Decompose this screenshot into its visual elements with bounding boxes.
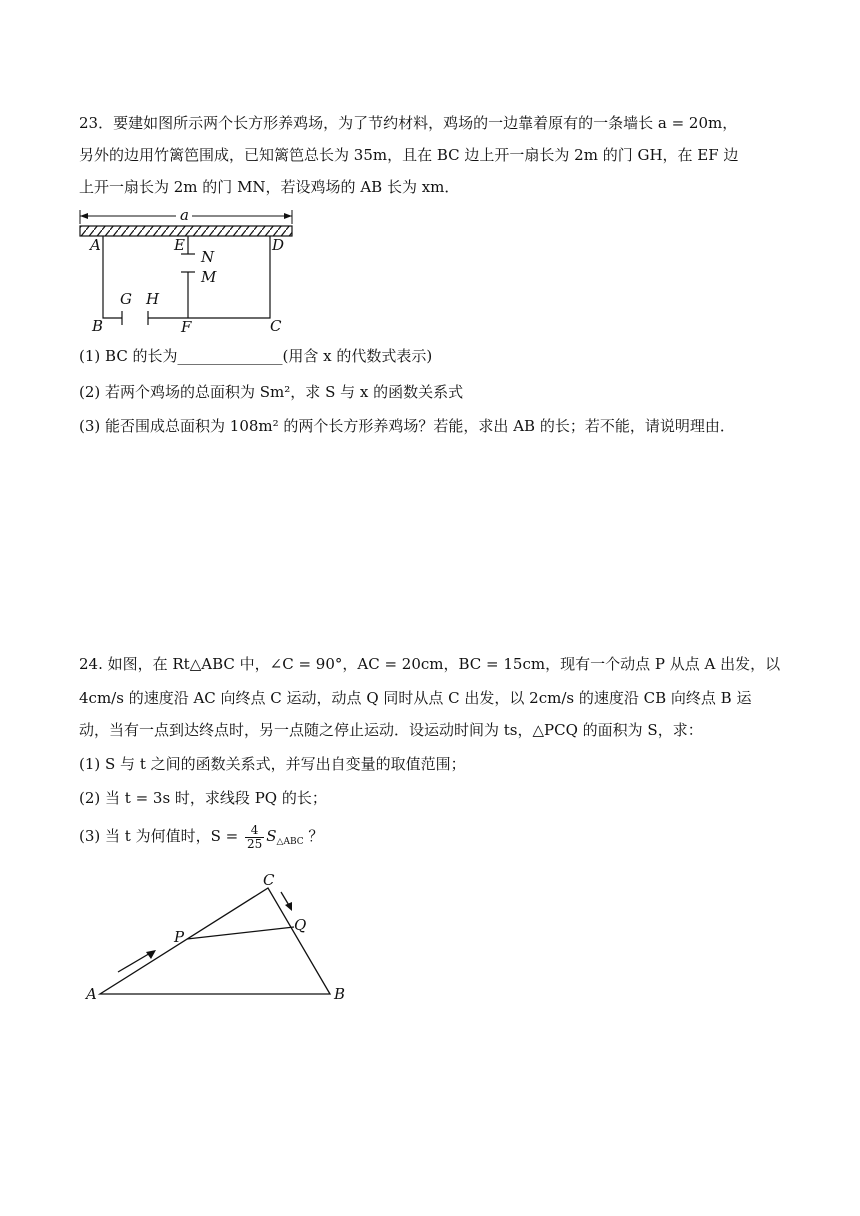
q23-text-line-3: 上开一扇长为 2m 的门 MN，若设鸡场的 AB 长为 xm． [79,178,460,196]
label-H: H [146,290,160,308]
label-E: E [174,236,185,254]
label-D: D [272,236,285,254]
q23-subquestion-3: (3) 能否围成总面积为 108m² 的两个长方形养鸡场？若能，求出 AB 的长；若不能，请说明理由． [79,417,735,435]
area-subscript: △ABC [276,837,304,847]
label-B: B [334,985,346,1003]
label-B: B [92,317,104,335]
wall [80,226,292,236]
fraction-denominator: 25 [246,836,263,851]
q24-sub3-suffix: ？ [308,827,324,845]
label-M: M [201,268,217,286]
q24-subquestion-2: (2) 当 t = 3s 时，求线段 PQ 的长； [79,789,327,807]
q24-subquestion-3 [79,822,323,856]
label-P: P [174,928,185,946]
q23-text-line-2: 另外的边用竹篱笆围成，已知篱笆总长为 35m，且在 BC 边上开一扇长为 2m 的门 GH，在 EF 边 [79,146,739,164]
label-C: C [270,317,282,335]
fraction-4-over-25 [245,824,264,851]
q23-text-line-1: 23．要建如图所示两个长方形养鸡场，为了节约材料，鸡场的一边靠着原有的一条墙长 a = 20m， [79,114,738,132]
label-G: G [120,290,132,308]
label-Q: Q [294,916,307,934]
area-symbol: S [266,827,277,845]
arrow-along-AC [118,952,152,972]
label-C: C [263,871,275,889]
q23-subquestion-1: (1) BC 的长为______________(用含 x 的代数式表示) [79,347,433,365]
q23-subquestion-2: (2) 若两个鸡场的总面积为 Sm²，求 S 与 x 的函数关系式 [79,383,464,401]
label-A: A [90,236,101,254]
label-a: a [180,206,189,224]
q24-subquestion-1: (1) S 与 t 之间的函数关系式，并写出自变量的取值范围； [79,755,466,773]
q24-sub3-prefix: (3) 当 t 为何值时，S = [79,827,239,845]
triangle-ABC [100,888,330,994]
q23-figure [70,200,310,340]
q24-text-line-3: 动，当有一点到达终点时，另一点随之停止运动．设运动时间为 ts，△PCQ 的面积为 S，求： [79,721,703,739]
label-N: N [201,248,215,266]
label-A: A [86,985,97,1003]
q24-text-line-1: 24. 如图，在 Rt△ABC 中，∠C = 90°，AC = 20cm，BC = 15cm，现有一个动点 P 从点 A 出发，以 [79,655,781,673]
fraction-numerator: 4 [245,824,264,838]
q24-text-line-2: 4cm/s 的速度沿 AC 向终点 C 运动，动点 Q 同时从点 C 出发，以 2cm/s 的速度沿 CB 向终点 B 运 [79,689,752,707]
label-F: F [181,318,192,336]
q24-figure [80,868,360,1008]
